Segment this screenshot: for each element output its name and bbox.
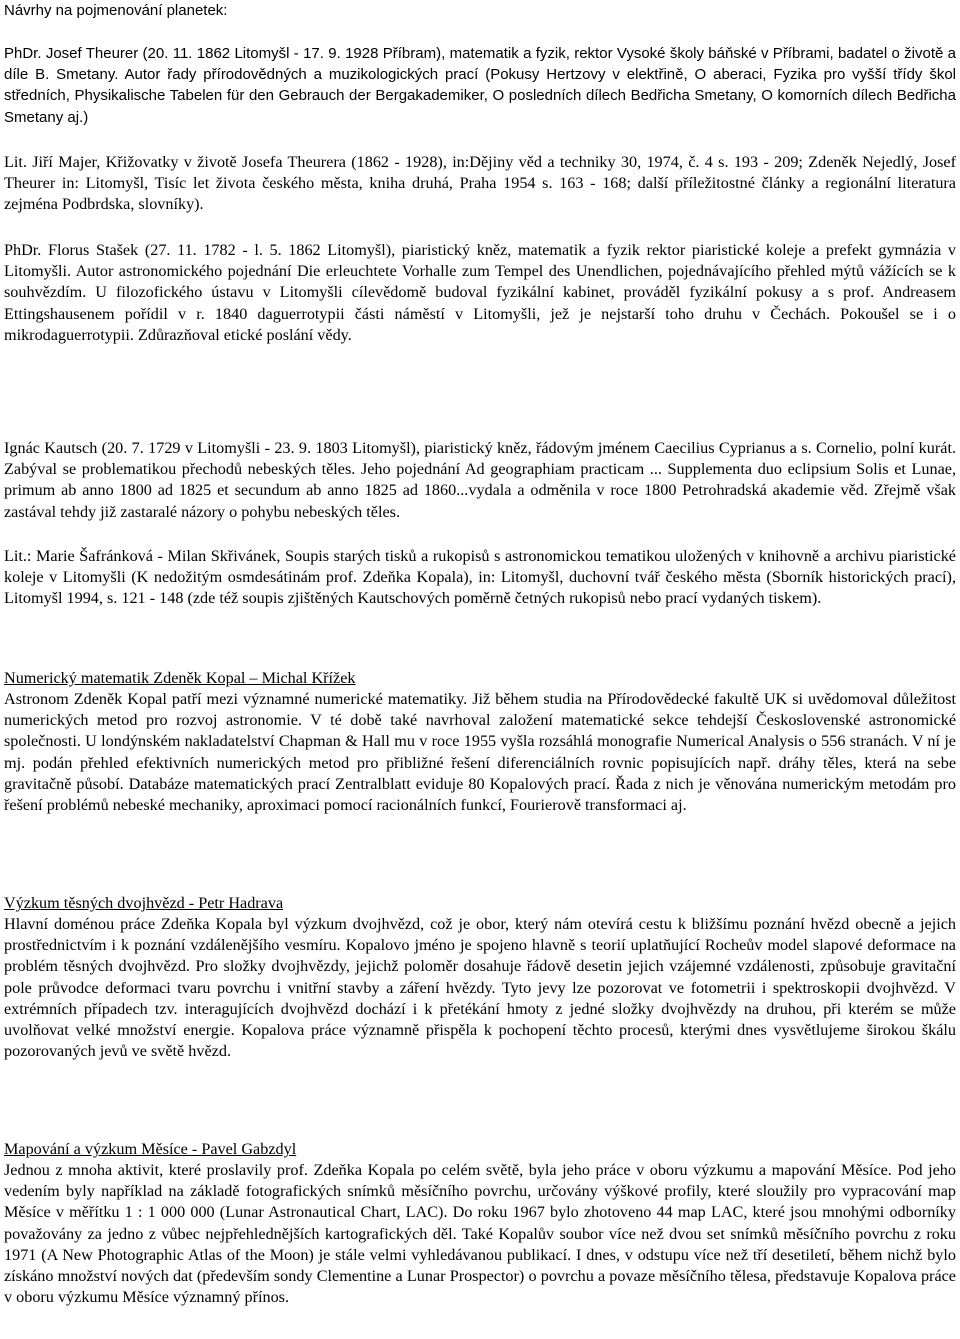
section-body-binaries: Hlavní doménou práce Zdeňka Kopala byl výzkum dvojhvězd, což je obor, který nám otevírá cestu k bližšímu poznání hvězd obecně a jejich prostřednictvím i k poznání vzdálenějšího vesmíru. Kopalovo jméno je spojeno hlavně s teorií uplatňující Rocheův model slapové deformace na problém těsných dvojhvězd. Pro složky dvojhvězdy, jejichž poloměr dosahuje řádově desetin jejich vzájemné vzdálenosti, způsobuje gravitační pole průvodce deformaci tvaru povrchu i vnitřní stavby a záření hvězdy. Tyto jevy lze pozorovat ve fotometrii i spektroskopii dvojhvězd. V extrémních případech tzv. interagujících dvojhvězd dochází i k přetékání hmoty z jedné složky dvojhvězdy na druhou, při kterém se může uvolňovat velké množství energie. Kopalova práce významně přispěla k pochopení těchto procesů, kterými dnes vysvětlujeme širokou škálu pozorovaných jevů ve světě hvězd. xyxy=(4,915,956,1061)
section-heading-binaries: Výzkum těsných dvojhvězd - Petr Hadrava xyxy=(4,894,284,912)
paragraph-kautsch-literature: Lit.: Marie Šafránková - Milan Skřivánek, Soupis starých tisků a rukopisů s astronomickou tematikou uložených v knihovně a archivu piaristické koleje v Litomyšli (K nedožitým osmdesátinám prof. Zdeňka Kopala), in: Litomyšl, duchovní tvář českého města (Sborník historických prací), Litomyšl 1994, s. 121 - 148 (zde též soupis zjištěných Kautschových poměrně četných rukopisů nebo prací vydaných tiskem). xyxy=(4,547,956,608)
paragraph-kautsch: Ignác Kautsch (20. 7. 1729 v Litomyšli - 23. 9. 1803 Litomyšl), piaristický kněz, řádovým jménem Caecilius Cyprianus a s. Cornelio, polní kurát. Zabýval se problematikou přechodů nebeských těles. Jeho pojednání Ad geographiam practicam ... Supplementa duo eclipsium Solis et Lunae, primum ab anno 1800 ad 1825 et secundum ab anno 1825 ad 1860...vydala a odměnila v roce 1800 Petrohradská akademie věd. Zřejmě však zastával tehdy již zastaralé názory o pohybu nebeských těles. xyxy=(4,439,956,521)
paragraph-stasek: PhDr. Florus Stašek (27. 11. 1782 - l. 5. 1862 Litomyšl), piaristický kněz, matematik a fyzik rektor piaristické koleje a prefekt gymnázia v Litomyšli. Autor astronomického pojednání Die erleuchtete Vorhalle zum Tempel des Unendlichen, pojednávajícího přehled mýtů vážících se k souhvězdím. U filozofického ústavu v Litomyšli cílevědomě budoval fyzikální kabinet, prováděl fyzikální pokusy a s prof. Andreasem Ettingshausenem pořídil v r. 1840 daguerrotypii části náměstí v Litomyšli, jež je nejstarší toho druhu v Čechách. Pokoušel se i o mikrodaguerrotypii. Zdůrazňoval etické poslání vědy. xyxy=(4,241,956,344)
paragraph-theurer-literature: Lit. Jiří Majer, Křižovatky v životě Josefa Theurera (1862 - 1928), in:Dějiny věd a techniky 30, 1974, č. 4 s. 193 - 209; Zdeněk Nejedlý, Josef Theurer in: Litomyšl, Tisíc let života českého města, kniha druhá, Praha 1954 s. 163 - 168; další příležitostné články a regionální literatura zejména Podbrdska, slovníky). xyxy=(4,153,956,214)
section-body-moon: Jednou z mnoha aktivit, které proslavily prof. Zdeňka Kopala po celém světě, byla jeho práce v oboru výzkumu a mapování Měsíce. Pod jeho vedením byly například na základě fotografických snímků měsíčního povrchu, určovány výškové profily, které sloužily pro vypracování map Měsíce v měřítku 1 : 1 000 000 (Lunar Astronautical Chart, LAC). Do roku 1967 bylo zhotoveno 44 map LAC, které jsou mnohými odborníky považovány za jedno z vůbec nejpřehlednějších kartografických děl. Také Kopalův soubor více než dvou set snímků měsíčního povrchu z roku 1971 (A New Photographic Atlas of the Moon) je stále velmi vyhledávanou publikací. I dnes, v odstupu více než tří desetiletí, během nichž bylo získáno množství nových dat (především sondy Clementine a Lunar Prospector) o povrchu a povaze měsíčního tělesa, představuje Kopalova práce v oboru výzkumu Měsíce významný přínos. xyxy=(4,1161,956,1307)
page-title: Návrhy na pojmenování planetek: xyxy=(4,2,228,19)
section-heading-kopal-numerics: Numerický matematik Zdeněk Kopal – Michal Křížek xyxy=(4,669,356,687)
section-heading-moon: Mapování a výzkum Měsíce - Pavel Gabzdyl xyxy=(4,1140,297,1158)
paragraph-theurer: PhDr. Josef Theurer (20. 11. 1862 Litomyšl - 17. 9. 1928 Příbram), matematik a fyzik, rektor Vysoké školy báňské v Příbrami, badatel o životě a díle B. Smetany. Autor řady přírodovědných a muzikologických prací (Pokusy Hertzovy v elektřině, O aberaci, Fyzika pro vyšší třídy škol středních, Physikalische Tabelen für den Gebrauch der Bergakademiker, O posledních dílech Bedřicha Smetany, O komorních dílech Bedřicha Smetany aj.) xyxy=(4,45,956,126)
section-body-kopal-numerics: Astronom Zdeněk Kopal patří mezi významné numerické matematiky. Již během studia na Přírodovědecké fakultě UK si uvědomoval důležitost numerických metod pro rozvoj astronomie. V té době také navrhoval založení matematické sekce tehdejší Československé astronomické společnosti. U londýnském nakladatelství Chapman & Hall mu v roce 1955 vyšla rozsáhlá monografie Numerical Analysis o 556 stranách. V ní je mj. podán přehled efektivních numerických metod pro přibližné řešení diferenciálních rovnic popisujících např. dráhy těles, která na sebe gravitačně působí. Databáze matematických prací Zentralblatt eviduje 80 Kopalových prací. Řada z nich je věnována numerickým metodám pro řešení problémů nebeské mechaniky, aproximaci pomocí racionálních funkcí, Fourierově transformaci aj. xyxy=(4,690,956,815)
